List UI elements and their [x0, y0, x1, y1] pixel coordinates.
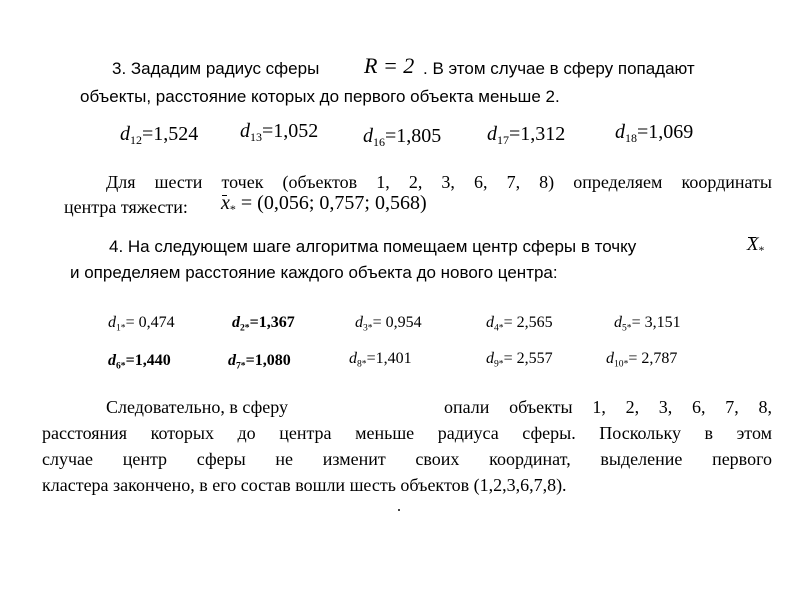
- center-line1: Для шести точек (объектов 1, 2, 3, 6, 7, 8) определяем координаты: [106, 172, 772, 192]
- distance-d9: $d_{9*}= 2,557$: [486, 350, 553, 370]
- step3-tail: . В этом случае в сферу попадают: [423, 59, 695, 78]
- distance-d4: $d_{4*}= 2,565$: [486, 314, 553, 334]
- step3-line2: объекты, расстояние которых до первого объекта меньше 2.: [80, 87, 560, 106]
- distance-d8: $d_{8*}=1,401$: [349, 350, 412, 370]
- conclusion-line1-end: опали объекты 1, 2, 3, 6, 7, 8,: [444, 397, 772, 417]
- distance-d6: $d_{6*}=1,440$: [108, 352, 171, 372]
- distance-d12: $d_{12}=1,524$: [120, 123, 199, 148]
- distance-d18: $d_{18}=1,069$: [615, 121, 694, 146]
- conclusion-line1-start: Следовательно, в сферу: [106, 397, 288, 417]
- x-star-symbol: $X_*$: [747, 234, 765, 257]
- distance-d2: $d_{2*}=1,367$: [232, 314, 295, 334]
- conclusion-line2: расстояния которых до центра меньше радиуса сферы. Поскольку в этом: [42, 423, 772, 443]
- center-formula: $x_* = (0,056$; 0,757; 0,568): [221, 192, 427, 217]
- conclusion-line3: случае центр сферы не изменит своих координат, выделение первого: [42, 449, 772, 469]
- distance-d7: $d_{7*}=1,080$: [228, 352, 291, 372]
- distance-d3: $d_{3*}= 0,954$: [355, 314, 422, 334]
- stray-dot: [398, 509, 400, 511]
- center-line2-prefix: центра тяжести:: [64, 197, 188, 217]
- distance-d10: $d_{10*}= 2,787$: [606, 350, 678, 370]
- radius-formula: R = 2: [364, 53, 415, 78]
- x-bar-symbol: x: [221, 192, 230, 214]
- step4-line1: 4. На следующем шаге алгоритма помещаем центр сферы в точку: [109, 237, 637, 256]
- distance-d1: $d_{1*}= 0,474$: [108, 314, 175, 334]
- conclusion-line4: кластера закончено, в его состав вошли шесть объектов (1,2,3,6,7,8).: [42, 475, 567, 495]
- step3-intro: 3. Зададим радиус сферы: [112, 59, 320, 78]
- distance-d13: $d_{13}=1,052$: [240, 120, 319, 145]
- distance-d17: $d_{17}=1,312$: [487, 123, 566, 148]
- distance-d16: $d_{16}=1,805$: [363, 125, 442, 150]
- step4-line2: и определяем расстояние каждого объекта до нового центра:: [70, 263, 558, 282]
- distance-d5: $d_{5*}= 3,151$: [614, 314, 681, 334]
